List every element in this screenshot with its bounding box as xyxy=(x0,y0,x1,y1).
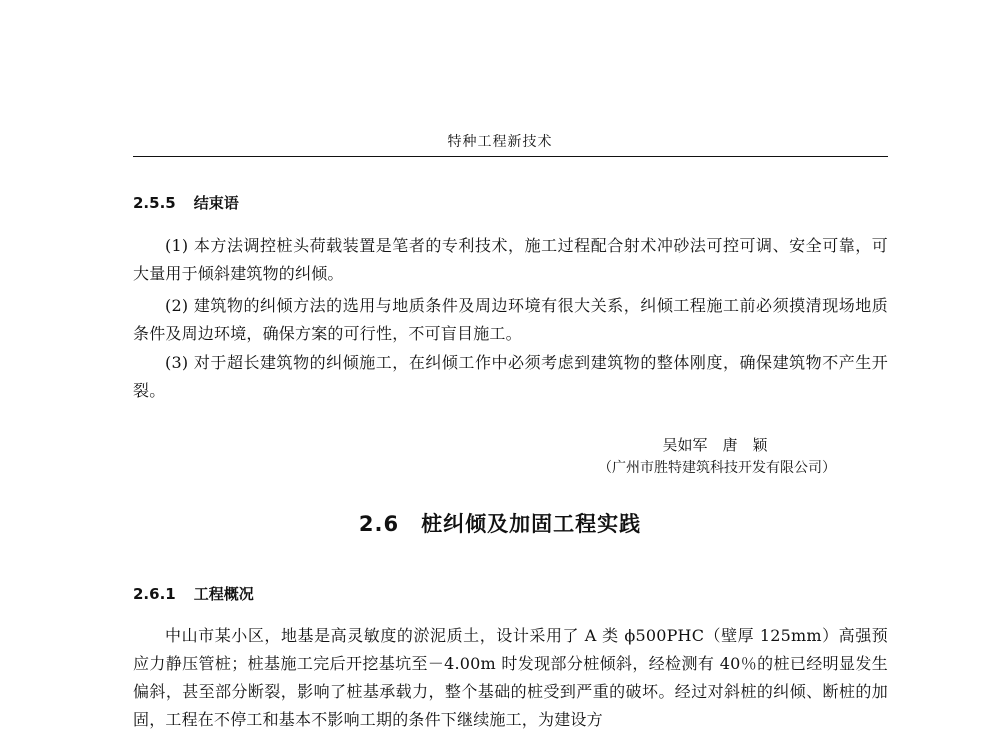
section-heading-2-6-1 xyxy=(133,583,254,604)
section-title: 工程概况 xyxy=(193,585,254,603)
paragraph-project-overview: 中山市某小区，地基是高灵敏度的淤泥质土，设计采用了 A 类 ϕ500PHC（壁厚 125mm）高强预应力静压管桩；桩基施工完后开挖基坑至－4.00m 时发现部分桩倾斜，经检测有 40％的桩已经明显发生偏斜，甚至部分断裂，影响了桩基承载力，整个基础的桩受到严重的破坏。经过对斜桩的纠倾、断桩的加固，工程在不停工和基本不影响工期的条件下继续施工，为建设方 xyxy=(133,626,888,729)
paragraph-2: (2) 建筑物的纠倾方法的选用与地质条件及周边环境有很大关系，纠倾工程施工前必须摸清现场地质条件及周边环境，确保方案的可行性，不可盲目施工。 xyxy=(133,296,888,343)
section-number: 2.6.1 xyxy=(133,585,176,603)
chapter-heading-2-6 xyxy=(0,508,1000,538)
paragraph-1: (1) 本方法调控桩头荷载装置是笔者的专利技术，施工过程配合射术冲砂法可控可调、安全可靠，可大量用于倾斜建筑物的纠倾。 xyxy=(133,236,888,283)
chapter-title: 桩纠倾及加固工程实践 xyxy=(421,512,642,536)
section-number: 2.5.5 xyxy=(133,194,176,212)
paragraph-3: (3) 对于超长建筑物的纠倾施工，在纠倾工作中必须考虑到建筑物的整体刚度，确保建筑物不产生开裂。 xyxy=(133,353,888,400)
section-heading-2-5-5 xyxy=(133,192,239,213)
chapter-number: 2.6 xyxy=(358,512,400,536)
section-title: 结束语 xyxy=(193,194,239,212)
author-affiliation: （广州市胜特建筑科技开发有限公司） xyxy=(598,460,836,476)
author-names: 吴如军 唐 颖 xyxy=(662,436,768,454)
header-rule xyxy=(133,156,888,157)
running-header: 特种工程新技术 xyxy=(447,134,553,150)
